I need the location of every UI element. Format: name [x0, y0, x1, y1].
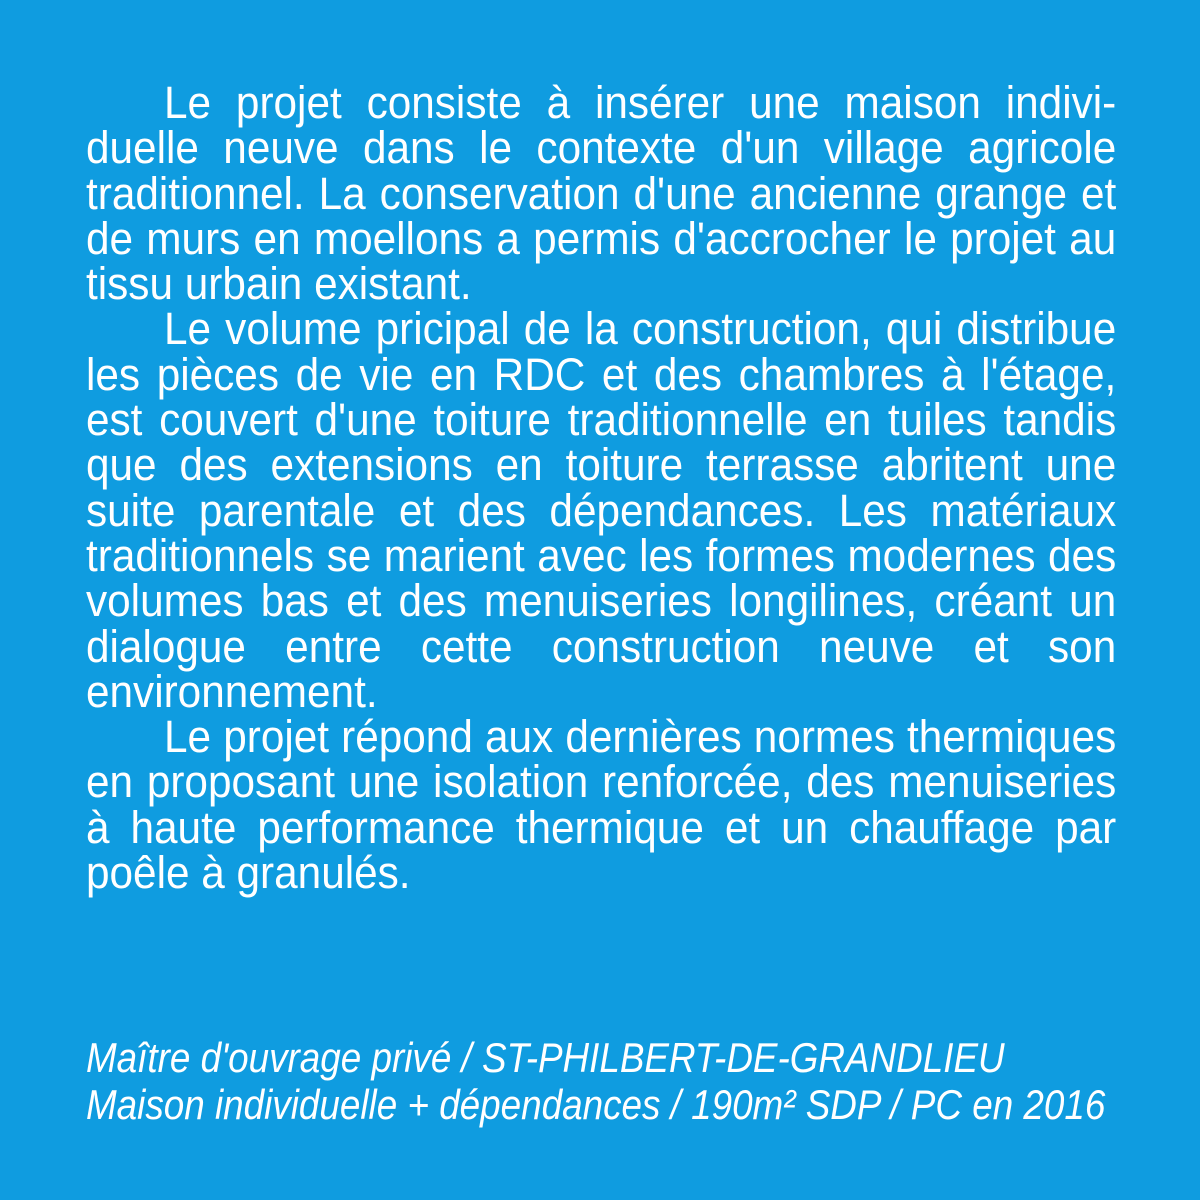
credits-client-location: Maître d'ouvrage privé / ST-PHILBERT-DE-GRANDLIEU — [86, 1034, 1005, 1081]
paragraph-volumes: Le volume pricipal de la construction, qui distribue les pièces de vie en RDC et des chambres à l'étage, est couvert d'une toiture traditionnelle en tuiles tandis que des extensions en toiture terrasse abritent une suite parentale et des dépendances. Les matériaux traditionnels se marient avec les formes modernes des volumes bas et des menuiseries longilines, créant un dialogue entre cette construction neuve et son environnement. — [86, 303, 1117, 717]
paragraph-context: Le projet consiste à insérer une maison individuelle neuve dans le contexte d'un village agricole traditionnel. La conservation d'une ancienne grange et de murs en moellons a permis d'accrocher le projet au tissu urbain existant. — [86, 77, 1117, 310]
project-credits — [86, 1034, 1106, 1128]
credits-program-details: Maison individuelle + dépendances / 190m² SDP / PC en 2016 — [86, 1081, 1106, 1128]
paragraph-thermal: Le projet répond aux dernières normes thermiques en proposant une isolation renforcée, des menuiseries à haute performance thermique et un chauffage par poêle à granulés. — [86, 711, 1117, 899]
project-description-text — [86, 77, 1117, 899]
